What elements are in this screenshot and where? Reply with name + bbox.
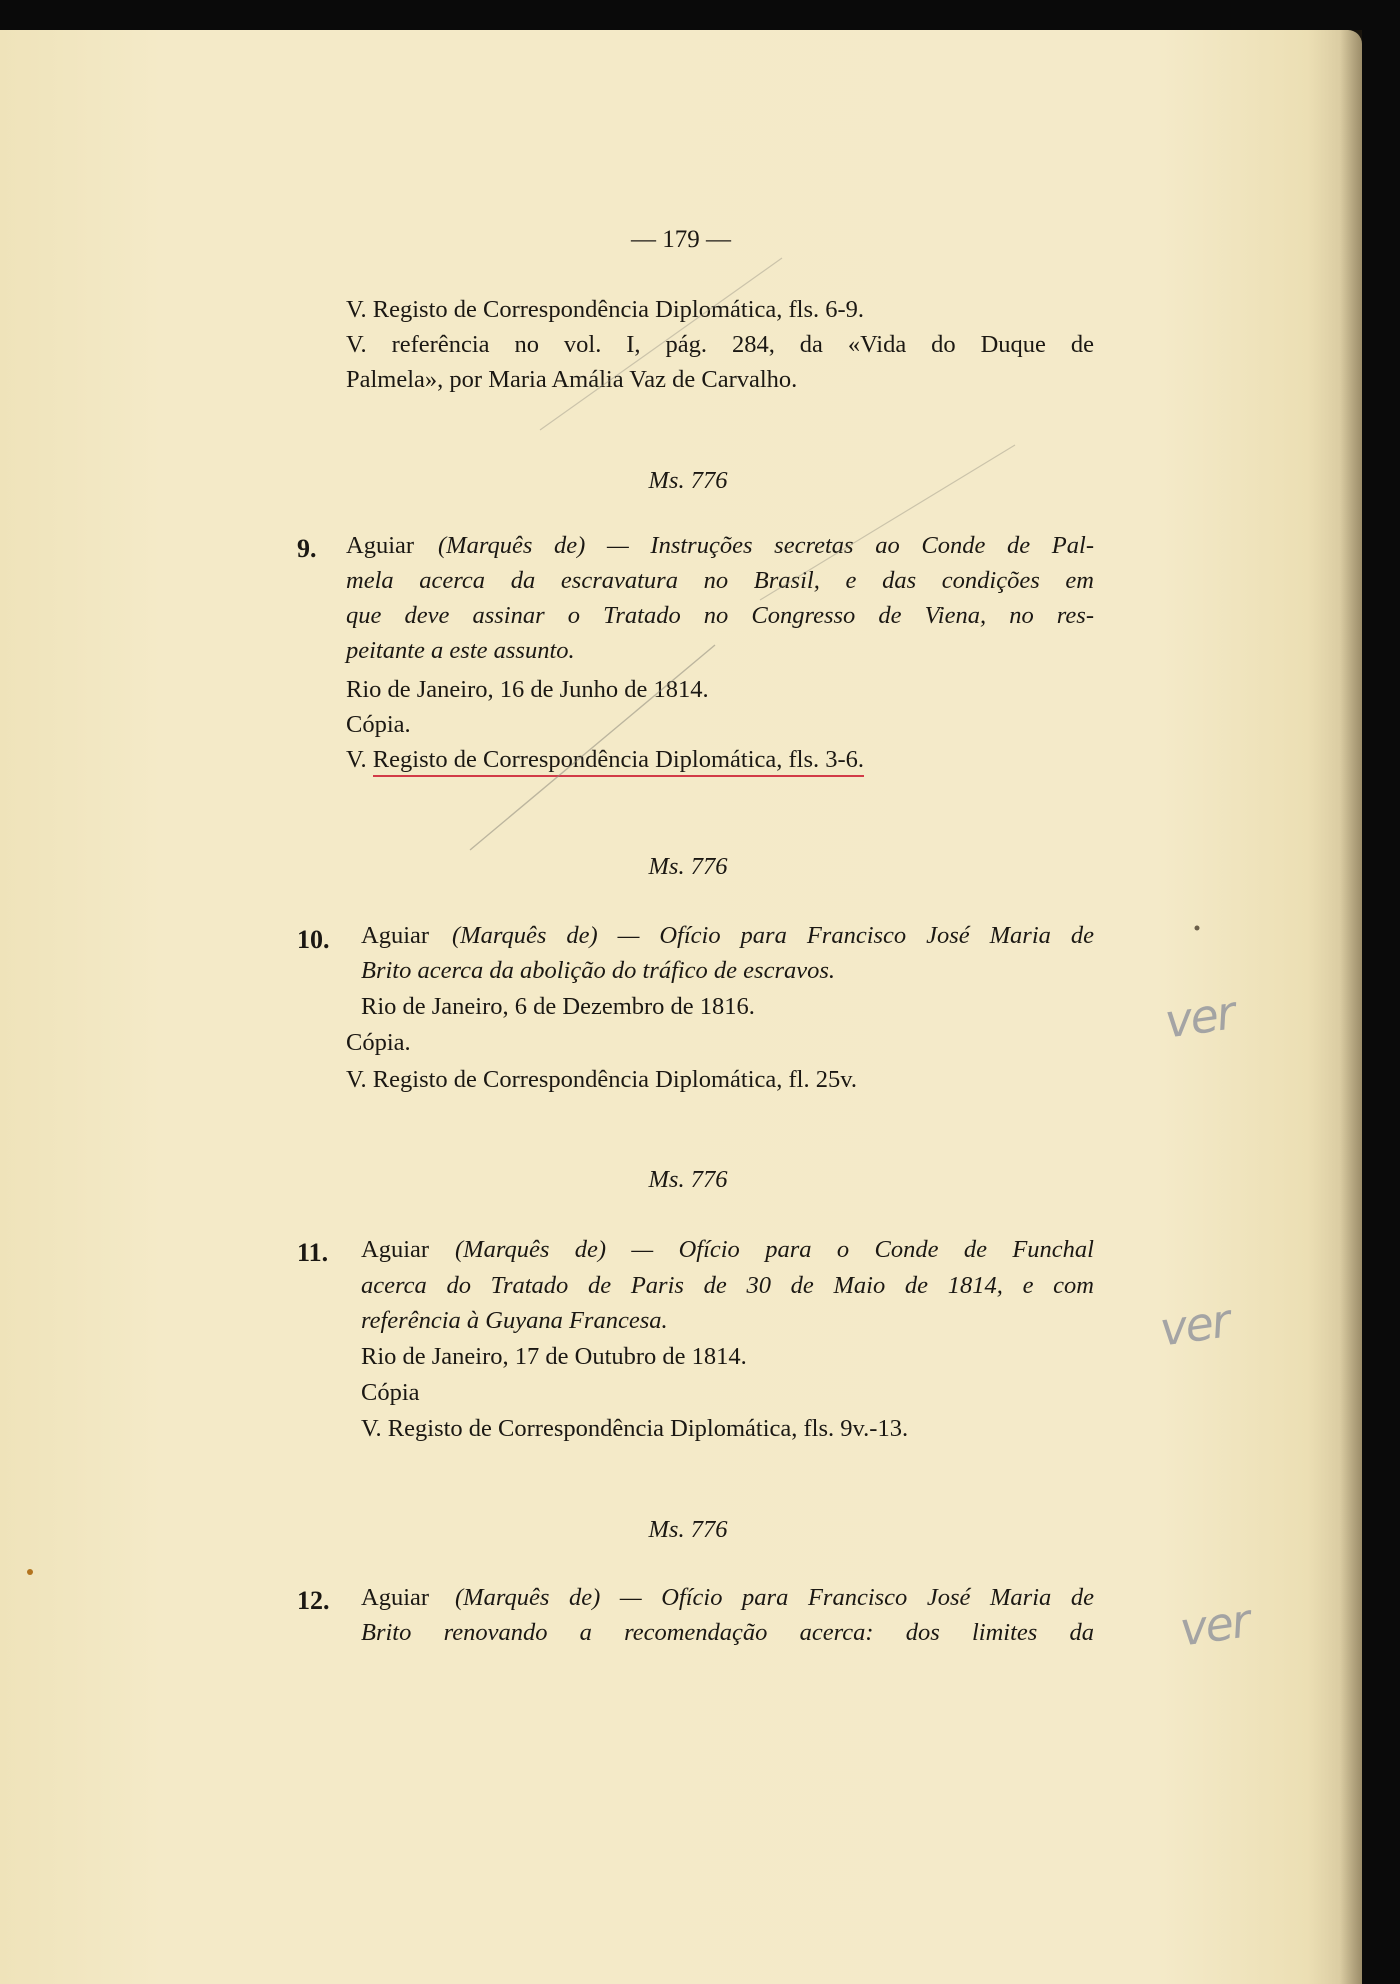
entry-11-title-line-3: referência à Guyana Francesa. [361,1307,668,1334]
entry-9-reference-prefix: V. [346,746,373,773]
entry-12-author: Aguiar [361,1584,430,1611]
entry-11-place-date: Rio de Janeiro, 17 de Outubro de 1814. [361,1343,747,1370]
margin-dot [1195,926,1200,931]
ms-heading-12: Ms. 776 [648,1516,728,1543]
entry-10-reference-text: Registo de Correspondência Diplomática, fl. 25v. [372,1066,858,1093]
entry-12-title-line-1: (Marquês de) — Ofício para Francisco José Maria de [455,1584,1094,1611]
entry-number-12: 12. [297,1586,330,1615]
top-block-line-1: V. Registo de Correspondência Diplomática, fls. 6-9. [346,296,865,323]
entry-9-title-line-3: que deve assinar o Tratado no Congresso de Viena, no res- [346,602,1094,629]
top-block-line-3: Palmela», por Maria Amália Vaz de Carvalho. [346,366,798,393]
ms-heading-9: Ms. 776 [648,467,728,494]
entry-9-title-line-2: mela acerca da escravatura no Brasil, e das condições em [346,567,1094,594]
margin-note-ver-3: ver [1176,1593,1252,1657]
entry-10-copy: Cópia. [346,1029,411,1056]
entry-number-9: 9. [297,534,317,563]
page-number: — 179 — [631,226,731,253]
entry-11-copy: Cópia [361,1379,420,1406]
entry-10-author: Aguiar [361,922,430,949]
entry-9-reference-underlined: Registo de Correspondência Diplomática, fls. 3-6. [373,746,864,777]
entry-10-title-line-1: (Marquês de) — Ofício para Francisco José Maria de [452,922,1094,949]
ms-heading-11: Ms. 776 [648,1166,728,1193]
top-block-line-2: V. referência no vol. I, pág. 284, da «Vida do Duque de [346,331,1094,358]
margin-stain [27,1569,33,1575]
entry-11-reference-text: Registo de Correspondência Diplomática, fls. 9v.-13. [387,1415,909,1442]
entry-11-title-line-2: acerca do Tratado de Paris de 30 de Maio de 1814, e com [361,1272,1094,1299]
margin-note-ver-1: ver [1161,985,1237,1049]
entry-9-title-line-4: peitante a este assunto. [346,637,575,664]
entry-11-author: Aguiar [361,1236,430,1263]
pencil-stroke-2 [760,445,1015,600]
margin-note-ver-2: ver [1156,1293,1232,1357]
pencil-stroke-3 [470,645,715,850]
entry-10-title-line-2: Brito acerca da abolição do tráfico de escravos. [361,957,836,984]
entry-10-reference-prefix: V. [346,1066,373,1093]
entry-9-place-date: Rio de Janeiro, 16 de Junho de 1814. [346,676,709,703]
entry-number-10: 10. [297,925,330,954]
entry-10-place-date: Rio de Janeiro, 6 de Dezembro de 1816. [361,993,755,1020]
pencil-stroke-1 [540,258,782,430]
entry-12-title-line-2: Brito renovando a recomendação acerca: dos limites da [361,1619,1094,1646]
entry-9-author: Aguiar [346,532,415,559]
ms-heading-10: Ms. 776 [648,853,728,880]
entry-11-title-line-1: (Marquês de) — Ofício para o Conde de Funchal [455,1236,1094,1263]
entry-11-reference-prefix: V. [361,1415,388,1442]
entry-9-copy: Cópia. [346,711,411,738]
entry-9-title-line-1: (Marquês de) — Instruções secretas ao Conde de Pal- [438,532,1094,559]
entry-number-11: 11. [297,1238,329,1267]
